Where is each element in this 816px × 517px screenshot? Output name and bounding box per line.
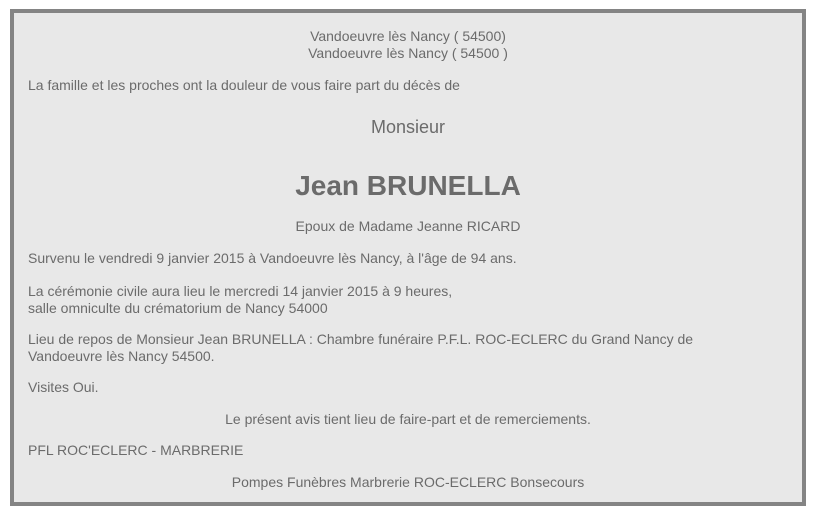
location-line-1: Vandoeuvre lès Nancy ( 54500) (310, 28, 506, 44)
rest-place-text: Lieu de repos de Monsieur Jean BRUNELLA : Chambre funéraire P.F.L. ROC-ECLERC du Grand Nancy de Vandoeuvre lès Nancy 54500. (28, 331, 694, 364)
visits-text: Visites Oui. (28, 379, 99, 395)
location-line-2: Vandoeuvre lès Nancy ( 54500 ) (308, 45, 508, 61)
deceased-name: Jean BRUNELLA (295, 170, 521, 201)
ceremony-line-1: La cérémonie civile aura lieu le mercredi 14 janvier 2015 à 9 heures, (28, 283, 453, 299)
honorific-title: Monsieur (370, 117, 446, 137)
footer-company: Pompes Funèbres Marbrerie ROC-ECLERC Bonsecours (231, 474, 585, 490)
company-name: PFL ROC'ECLERC - MARBRERIE (28, 442, 244, 458)
obituary-notice (10, 9, 806, 506)
thanks-notice: Le présent avis tient lieu de faire-part et de remerciements. (225, 411, 591, 427)
ceremony-line-2: salle omniculte du crématorium de Nancy 54000 (28, 300, 328, 316)
spouse-text: Epoux de Madame Jeanne RICARD (295, 218, 521, 234)
death-info: Survenu le vendredi 9 janvier 2015 à Vandoeuvre lès Nancy, à l'âge de 94 ans. (28, 250, 517, 266)
intro-text: La famille et les proches ont la douleur de vous faire part du décès de (28, 77, 460, 93)
